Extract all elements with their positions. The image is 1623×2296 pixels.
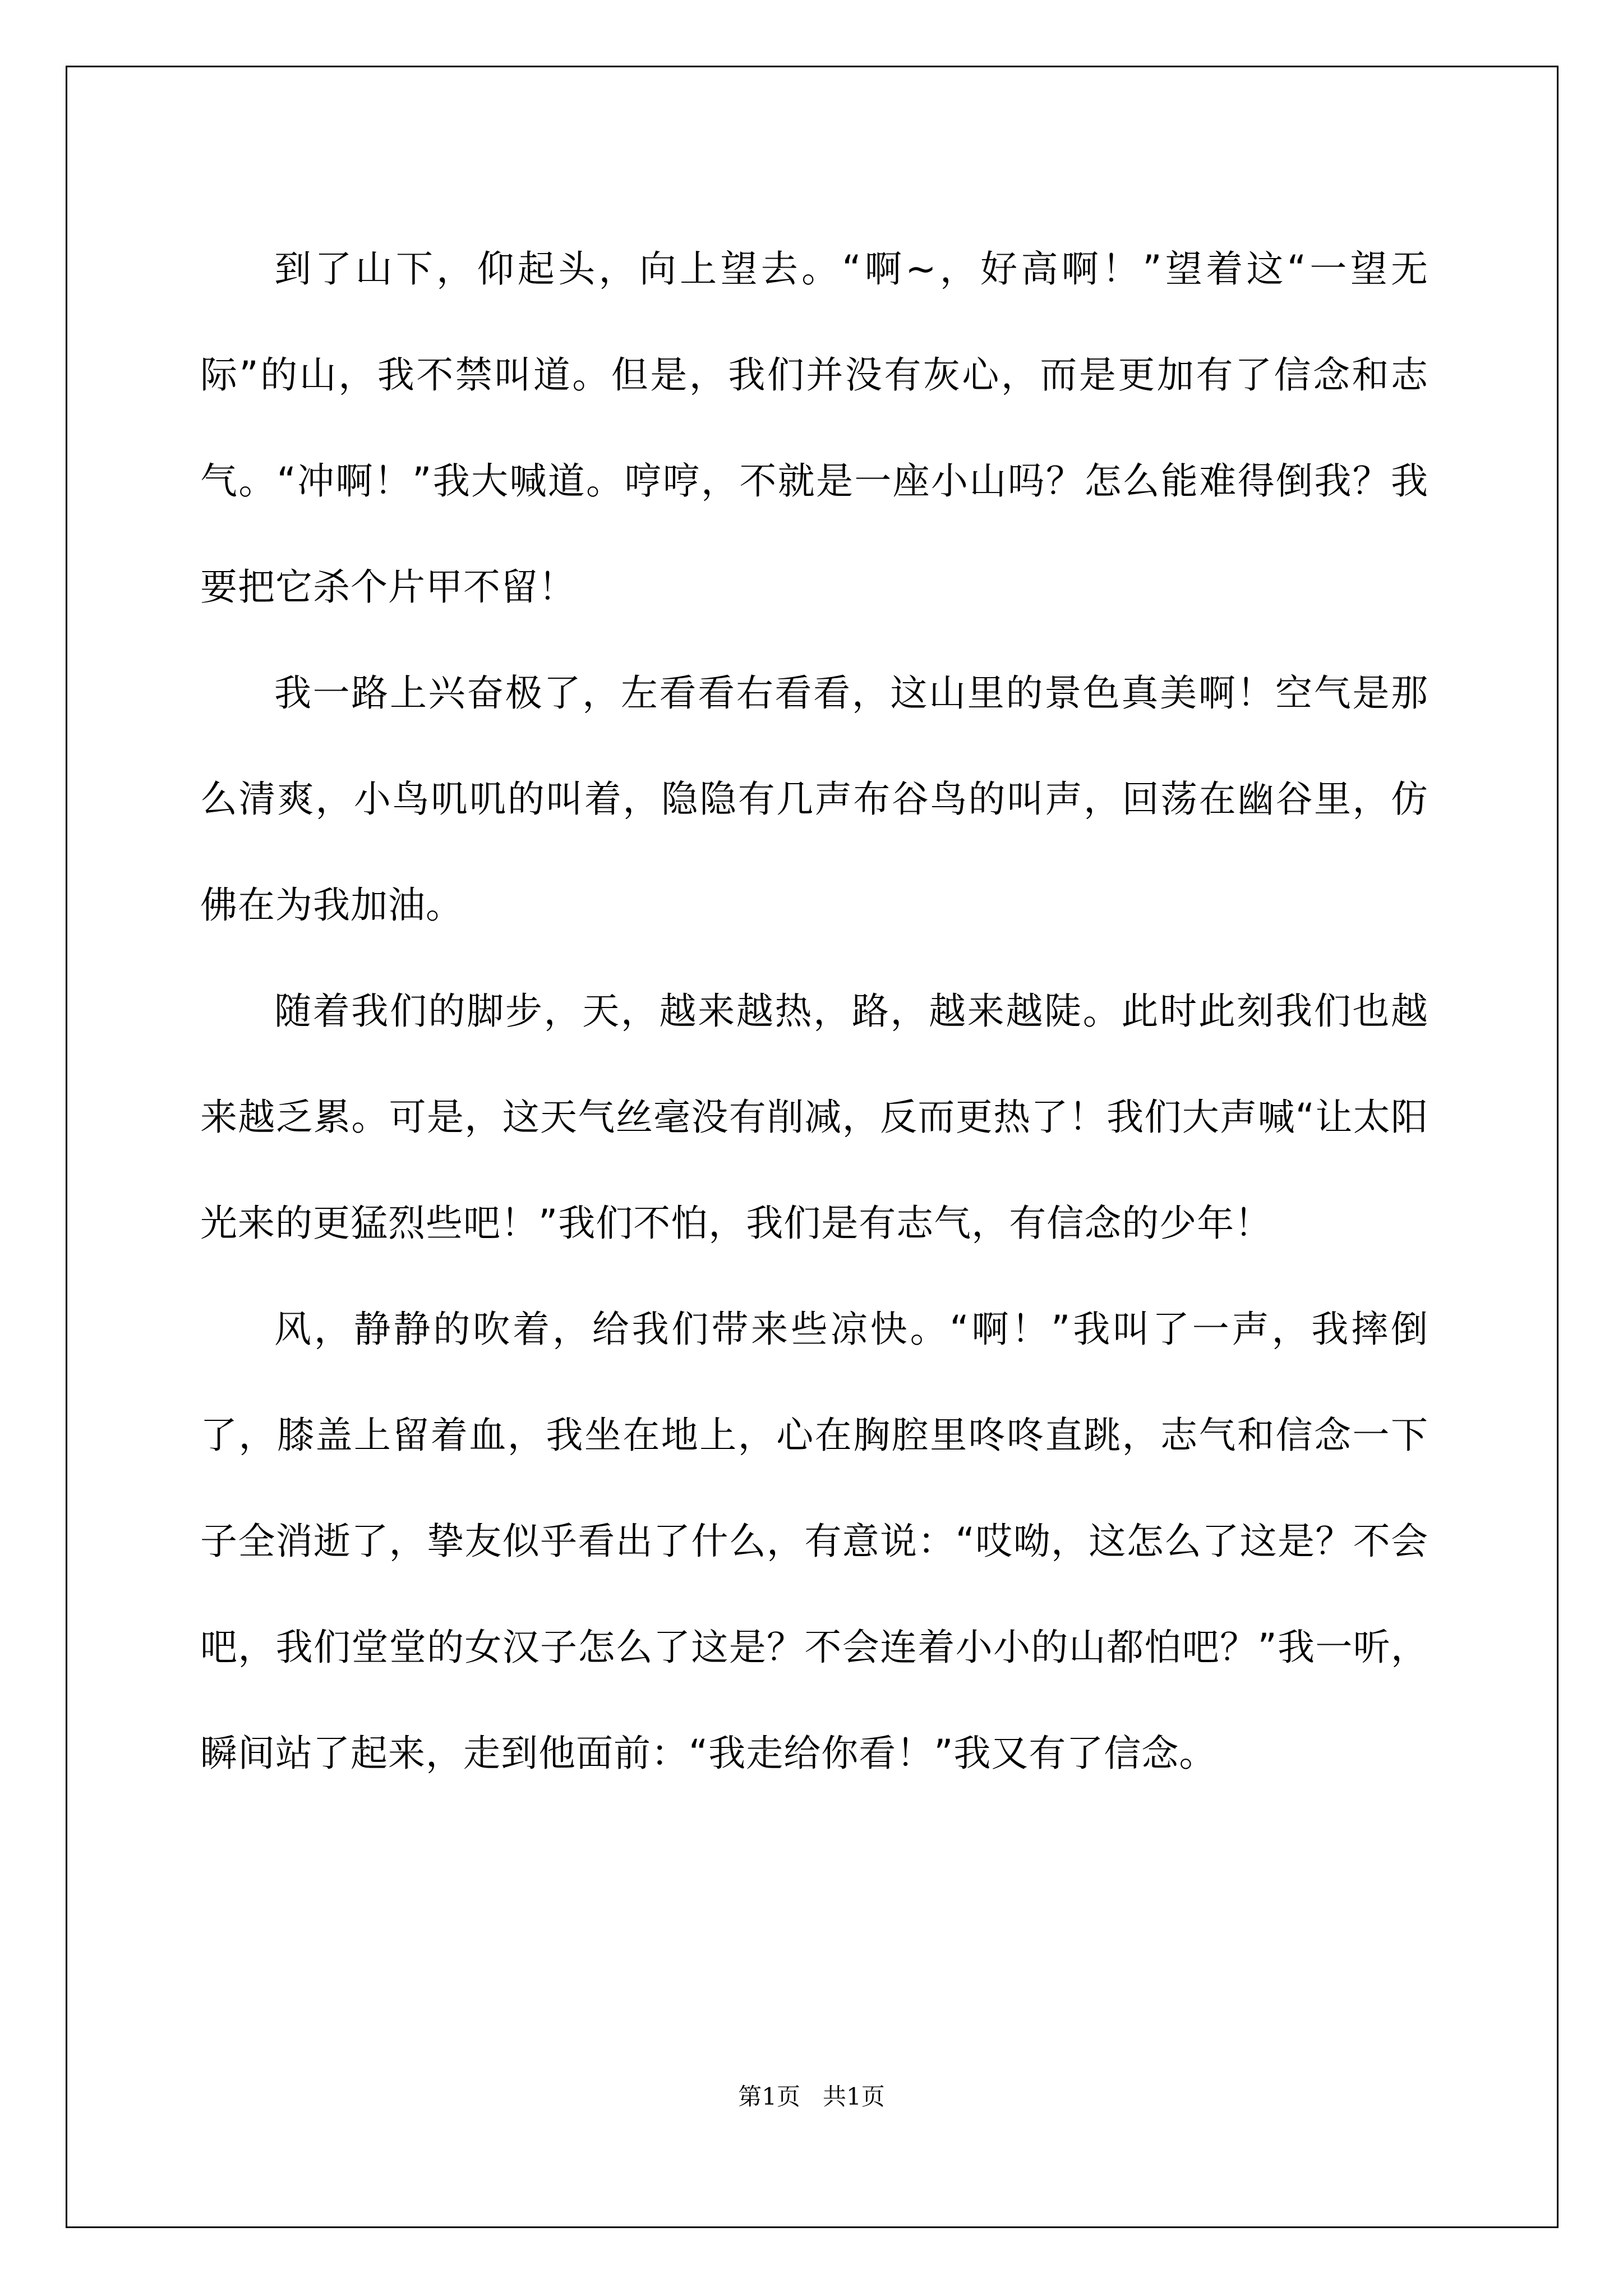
page-footer	[0, 2078, 1623, 2112]
paragraph-2: 我一路上兴奋极了，左看看右看看，这山里的景色真美啊！空气是那么清爽，小鸟叽叽的叫着，隐隐有几声布谷鸟的叫声，回荡在幽谷里，仿佛在为我加油。	[200, 671, 1428, 927]
document-body	[200, 216, 1428, 1806]
page-number: 第1页	[738, 2083, 800, 2110]
paragraph-3: 随着我们的脚步，天，越来越热，路，越来越陡。此时此刻我们也越来越乏累。可是，这天气丝毫没有削减，反而更热了！我们大声喊“让太阳光来的更猛烈些吧！”我们不怕，我们是有志气，有信念的少年！	[200, 990, 1428, 1245]
paragraph-4: 风，静静的吹着，给我们带来些凉快。“啊！”我叫了一声，我摔倒了，膝盖上留着血，我坐在地上，心在胸腔里咚咚直跳，志气和信念一下子全消逝了，挚友似乎看出了什么，有意说：“哎呦，这怎么了这是？不会吧，我们堂堂的女汉子怎么了这是？不会连着小小的山都怕吧？”我一听，瞬间站了起来，走到他面前：“我走给你看！”我又有了信念。	[200, 1308, 1428, 1775]
paragraph-1: 到了山下，仰起头，向上望去。“啊~，好高啊！”望着这“一望无际”的山，我不禁叫道。但是，我们并没有灰心，而是更加有了信念和志气。“冲啊！”我大喊道。哼哼，不就是一座小山吗？怎么能难得倒我？我要把它杀个片甲不留！	[200, 247, 1428, 609]
total-pages: 共1页	[823, 2083, 885, 2110]
